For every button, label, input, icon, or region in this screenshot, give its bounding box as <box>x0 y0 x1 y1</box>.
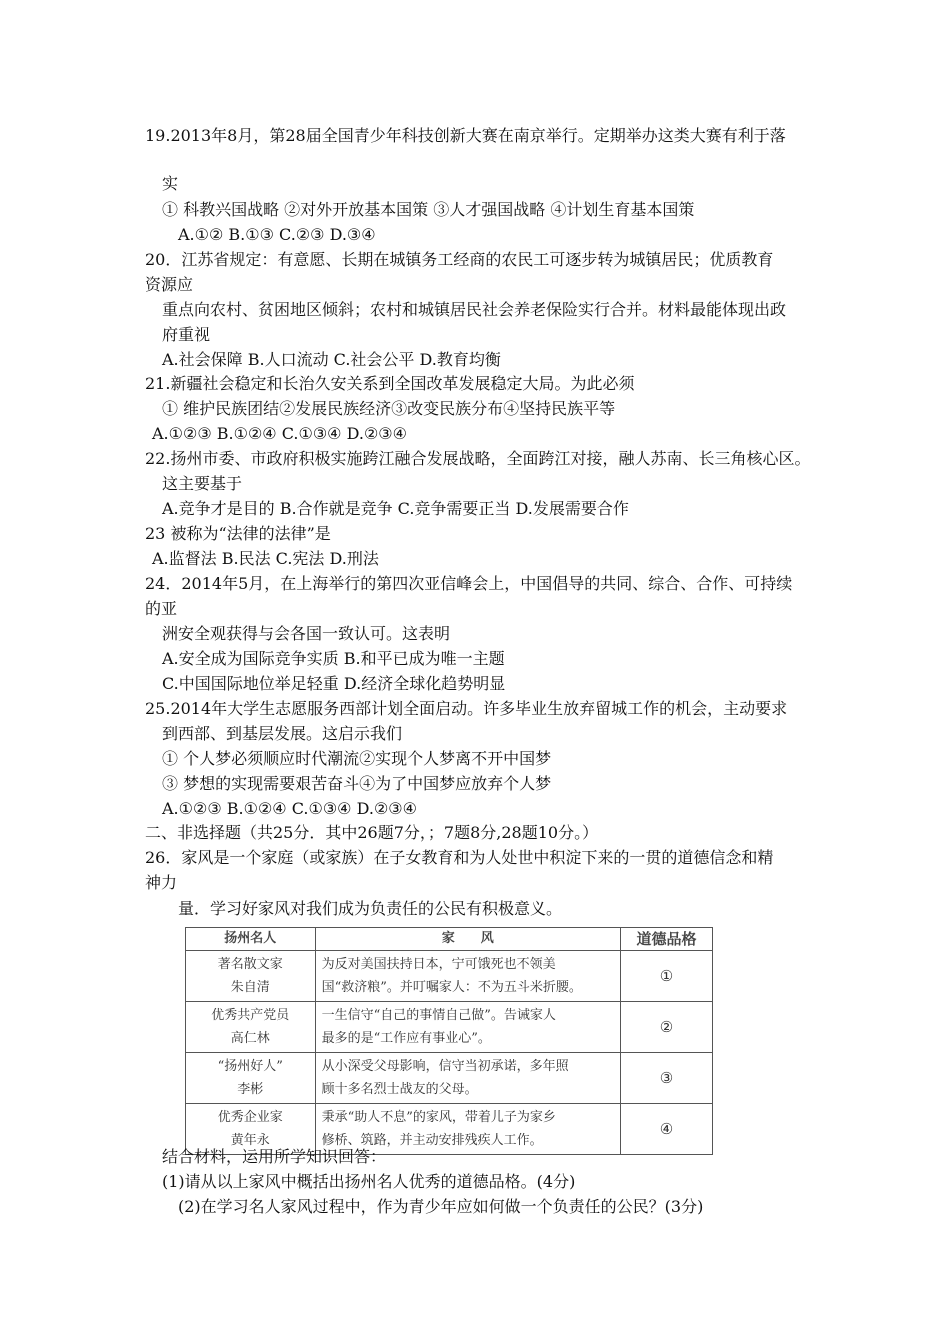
q24-options-2: C.中国国际地位举足轻重 D.经济全球化趋势明显 <box>162 674 506 693</box>
q22-stem-2: 这主要基于 <box>162 474 243 493</box>
section-2-heading: 二、非选择题（共25分．其中26题7分，；7题8分,28题10分。） <box>145 823 599 842</box>
column-header: 道德品格 <box>620 928 712 951</box>
quality-cell: ④ <box>620 1104 712 1155</box>
table-header-row <box>186 928 713 951</box>
family-style-cell: 为反对美国扶持日本，宁可饿死也不领美 国“救济粮”。并叮嘱家人：不为五斗米折腰。 <box>315 951 620 1002</box>
q23-options: A.监督法 B.民法 C.宪法 D.刑法 <box>152 549 379 568</box>
q20-stem-4: 府重视 <box>162 325 211 344</box>
quality-cell: ② <box>620 1002 712 1053</box>
q22-options: A.竞争才是目的 B.合作就是竞争 C.竞争需要正当 D.发展需要合作 <box>162 499 629 518</box>
q19-options: A.①② B.①③ C.②③ D.③④ <box>178 225 376 244</box>
q26-prompt: 结合材料，运用所学知识回答： <box>162 1147 387 1166</box>
q21-stem: 21.新疆社会稳定和长治久安关系到全国改革发展稳定大局。为此必须 <box>145 374 635 393</box>
q21-items: ① 维护民族团结②发展民族经济③改变民族分布④坚持民族平等 <box>162 399 616 418</box>
q21-options: A.①②③ B.①②④ C.①③④ D.②③④ <box>152 424 407 443</box>
column-header: 扬州名人 <box>186 928 316 951</box>
family-style-table <box>185 927 713 1155</box>
q25-options: A.①②③ B.①②④ C.①③④ D.②③④ <box>162 799 417 818</box>
q26-sub-1: (1)请从以上家风中概括出扬州名人优秀的道德品格。(4分) <box>162 1172 576 1191</box>
q25-stem-1: 25.2014年大学生志愿服务西部计划全面启动。许多毕业生放弃留城工作的机会，主动要求 <box>145 699 788 718</box>
q26-stem-1: 26．家风是一个家庭（或家族）在子女教育和为人处世中积淀下来的一贯的道德信念和精 <box>145 848 774 867</box>
person-cell: 著名散文家 朱自清 <box>186 951 316 1002</box>
quality-cell: ③ <box>620 1053 712 1104</box>
q26-stem-3: 量．学习好家风对我们成为负责任的公民有积极意义。 <box>178 899 563 918</box>
q26-sub-2: (2)在学习名人家风过程中，作为青少年应如何做一个负责任的公民？(3分) <box>178 1197 704 1216</box>
person-cell: “扬州好人” 李彬 <box>186 1053 316 1104</box>
q24-options-1: A.安全成为国际竞争实质 B.和平已成为唯一主题 <box>162 649 505 668</box>
q20-stem-1: 20．江苏省规定：有意愿、长期在城镇务工经商的农民工可逐步转为城镇居民；优质教育 <box>145 250 774 269</box>
person-cell: 优秀共产党员 高仁林 <box>186 1002 316 1053</box>
q19-stem-cont: 实 <box>162 174 179 193</box>
q22-stem-1: 22.扬州市委、市政府积极实施跨江融合发展战略，全面跨江对接，融人苏南、长三角核心区。 <box>145 449 811 468</box>
q19-items: ① 科教兴国战略 ②对外开放基本国策 ③人才强国战略 ④计划生育基本国策 <box>162 200 695 219</box>
person-cell: 优秀企业家 黄年永 <box>186 1104 316 1155</box>
q24-stem-3: 洲安全观获得与会各国一致认可。这表明 <box>162 624 451 643</box>
family-style-cell: 一生信守“自己的事情自己做”。告诫家人 最多的是“工作应有事业心”。 <box>315 1002 620 1053</box>
quality-cell: ① <box>620 951 712 1002</box>
q19-stem: 19.2013年8月，第28届全国青少年科技创新大赛在南京举行。定期举办这类大赛有利于落 <box>145 126 786 145</box>
family-style-cell: 秉承“助人不息”的家风，带着儿子为家乡 修桥、筑路，并主动安排残疾人工作。 <box>315 1104 620 1155</box>
q20-stem-2: 资源应 <box>145 275 194 294</box>
q23-stem: 23 被称为“法律的法律”是 <box>145 524 331 543</box>
q24-stem-2: 的亚 <box>145 599 178 618</box>
table-row <box>186 1053 713 1104</box>
column-header: 家 风 <box>315 928 620 951</box>
q25-items-1: ① 个人梦必须顺应时代潮流②实现个人梦离不开中国梦 <box>162 749 552 768</box>
table-row <box>186 951 713 1002</box>
q25-stem-2: 到西部、到基层发展。这启示我们 <box>162 724 403 743</box>
family-style-cell: 从小深受父母影响，信守当初承诺，多年照 顾十多名烈士战友的父母。 <box>315 1053 620 1104</box>
table-row <box>186 1002 713 1053</box>
q26-stem-2: 神力 <box>145 873 178 892</box>
q20-stem-3: 重点向农村、贫困地区倾斜；农村和城镇居民社会养老保险实行合并。材料最能体现出政 <box>162 300 787 319</box>
q24-stem-1: 24．2014年5月，在上海举行的第四次亚信峰会上，中国倡导的共同、综合、合作、可持续 <box>145 574 793 593</box>
q25-items-2: ③ 梦想的实现需要艰苦奋斗④为了中国梦应放弃个人梦 <box>162 774 552 793</box>
q20-options: A.社会保障 B.人口流动 C.社会公平 D.教育均衡 <box>162 350 501 369</box>
